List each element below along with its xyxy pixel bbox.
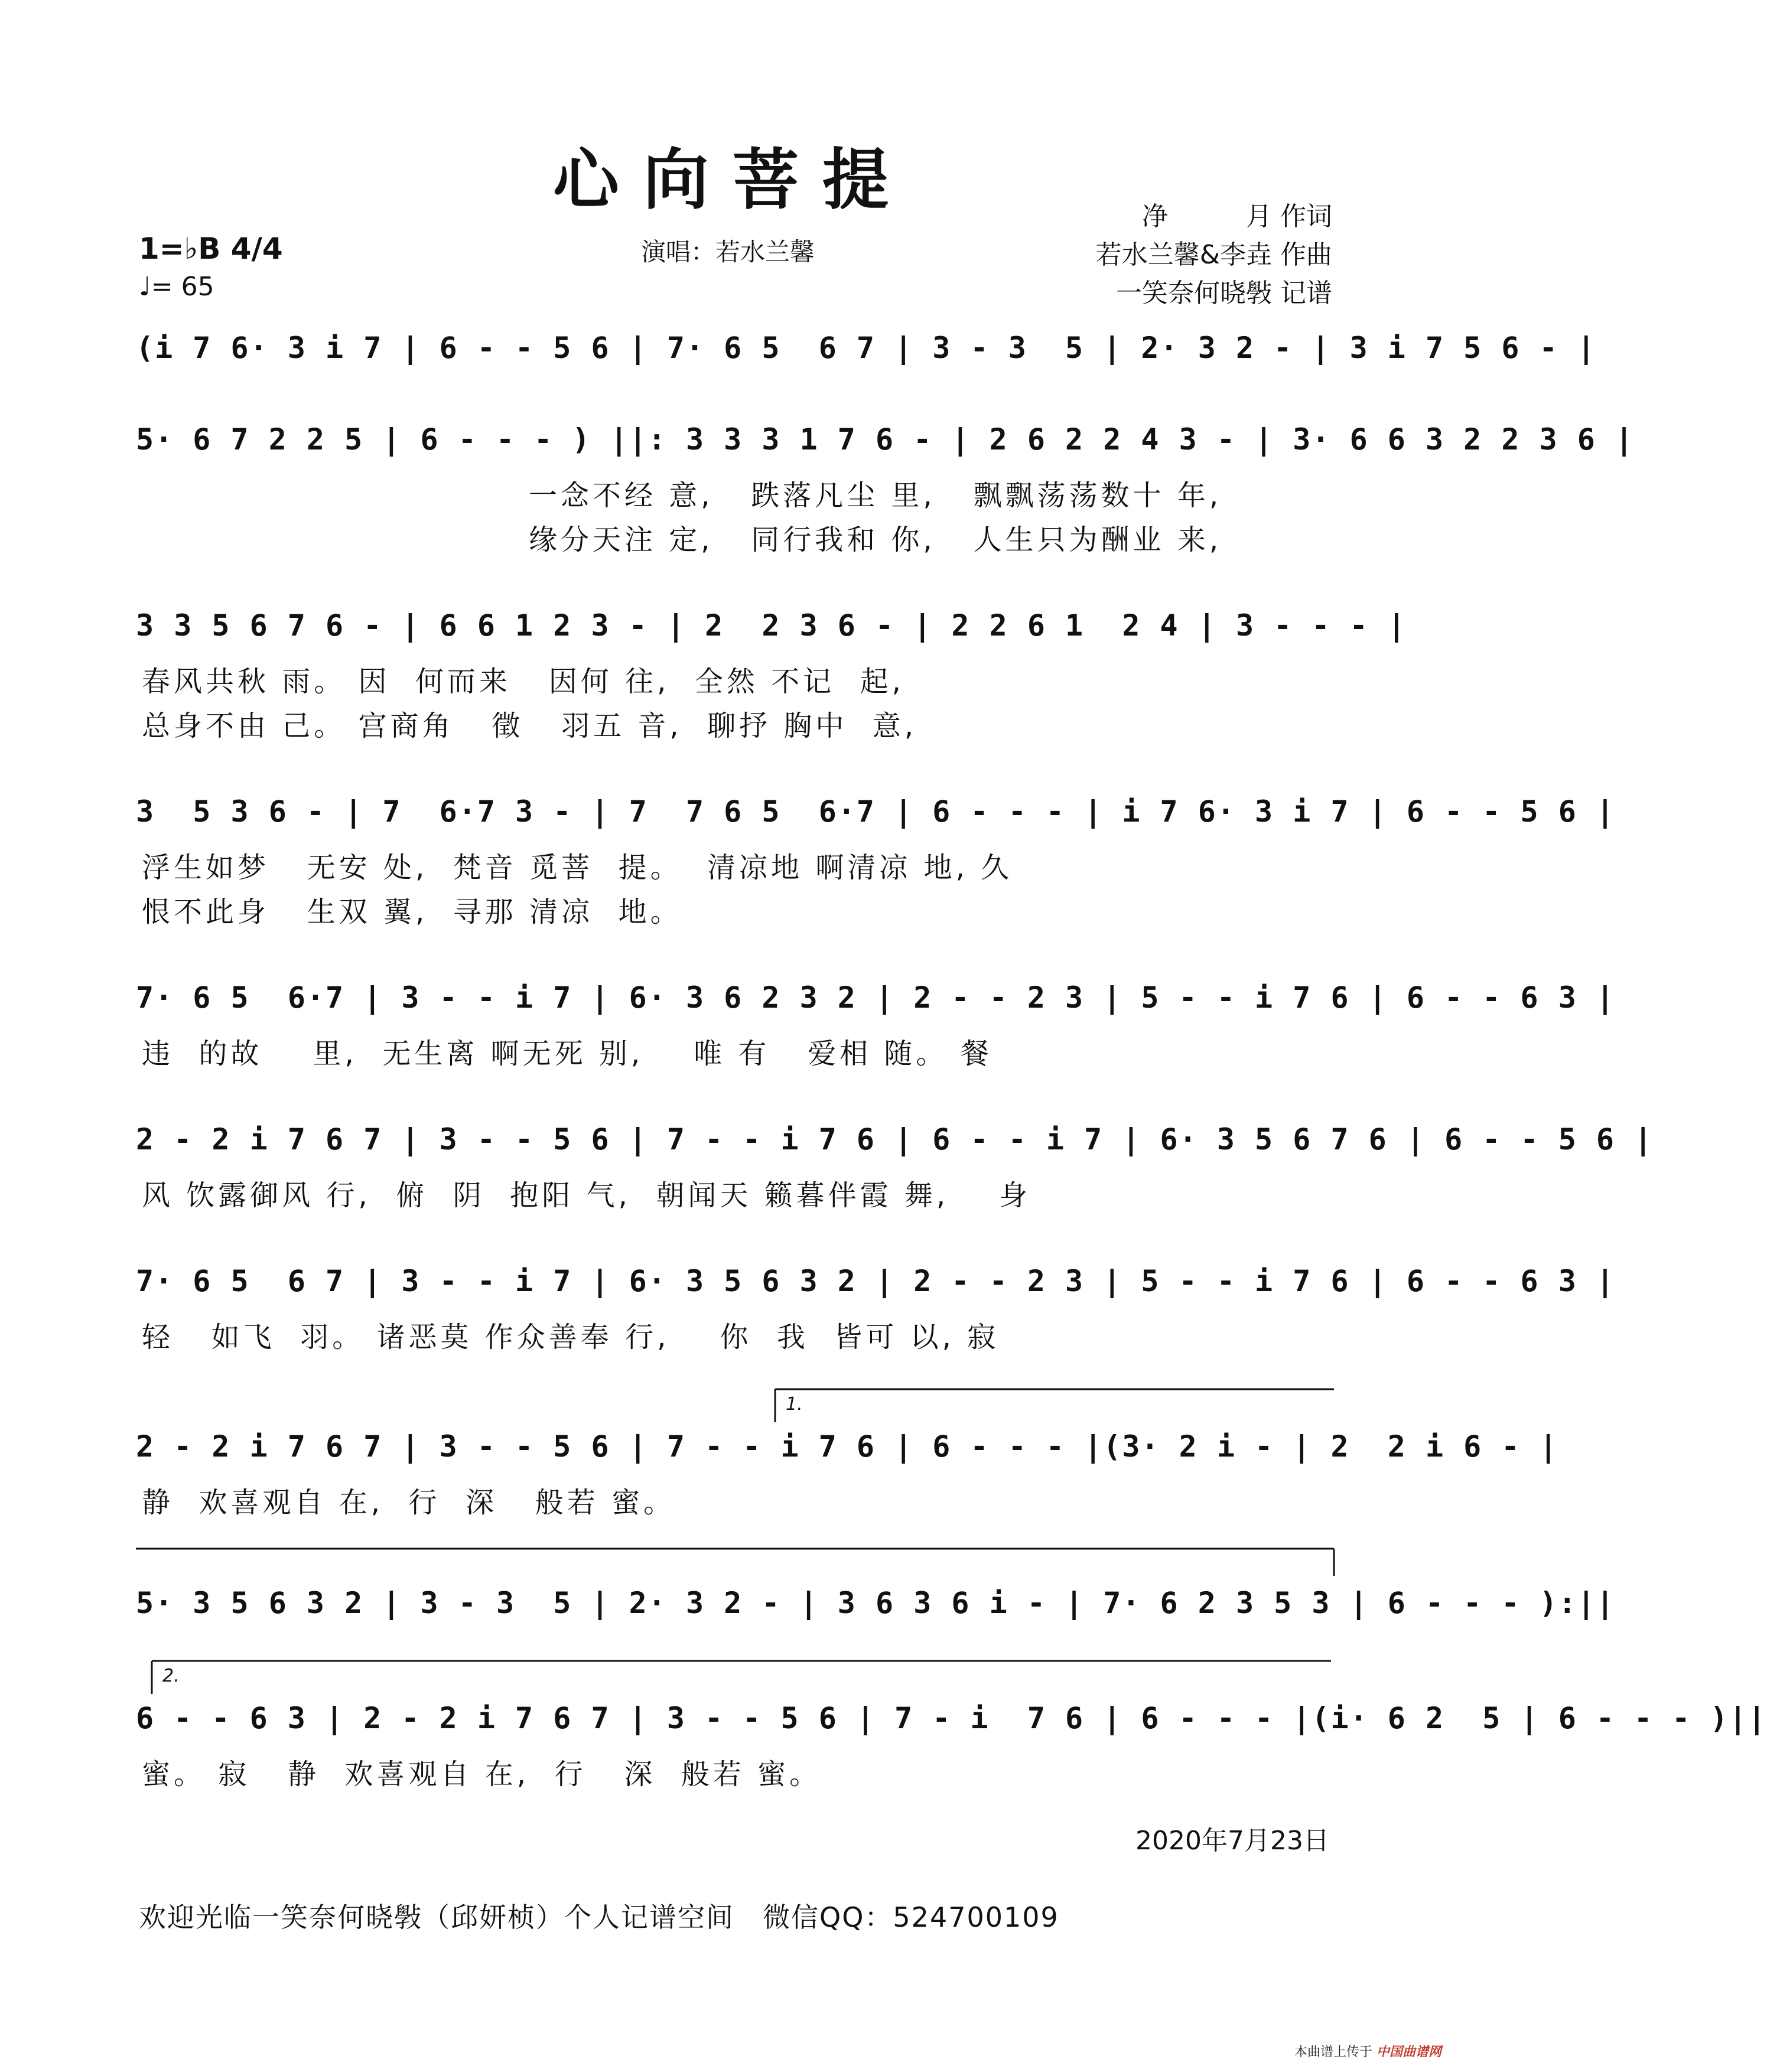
- score-line-9: 5· 3 5 6 3 2 | 3 - 3 5 | 2· 3 2 - | 3 6 3 6 i - | 7· 6 2 3 5 3 | 6 - - - ):||: [136, 1586, 1615, 1620]
- second-ending-bracket: [151, 1660, 1332, 1695]
- composer-credit: 若水兰馨&李垚 作曲: [1095, 240, 1332, 270]
- lyric-line-4-verse-1: 浮生如梦 无安 处, 梵音 觅菩 提。 清凉地 啊清凉 地, 久: [142, 851, 1013, 884]
- lyric-line-8: 静 欢喜观自 在, 行 深 般若 蜜。: [142, 1486, 676, 1519]
- score-line-6: 2 - 2 i 7 6 7 | 3 - - 5 6 | 7 - - i 7 6 | 6 - - i 7 | 6· 3 5 6 7 6 | 6 - - 5 6 |: [136, 1122, 1654, 1156]
- lyric-line-2-verse-2: 缘分天注 定, 同行我和 你, 人生只为酬业 来,: [529, 523, 1222, 556]
- lyric-line-3-verse-1: 春风共秋 雨。 因 何而来 因何 往, 全然 不记 起,: [142, 665, 904, 698]
- key-signature: 1=♭B 4/4: [139, 232, 283, 266]
- tempo-marking: ♩= 65: [139, 272, 214, 302]
- lyric-line-10: 蜜。 寂 静 欢喜观自 在, 行 深 般若 蜜。: [142, 1758, 822, 1791]
- first-ending-label: 1.: [786, 1394, 803, 1415]
- lyric-line-6: 风 饮露御风 行, 俯 阴 抱阳 气, 朝闻天 籁暮伴霞 舞, 身: [142, 1179, 1031, 1212]
- score-line-3: 3 3 5 6 7 6 - | 6 6 1 2 3 - | 2 2 3 6 - | 2 2 6 1 2 4 | 3 - - - |: [136, 608, 1407, 643]
- score-line-2: 5· 6 7 2 2 5 | 6 - - - ) ||: 3 3 3 1 7 6 - | 2 6 2 2 4 3 - | 3· 6 6 3 2 2 3 6 |: [136, 422, 1635, 457]
- lyric-line-4-verse-2: 恨不此身 生双 翼, 寻那 清凉 地。: [142, 895, 682, 929]
- lyric-line-5: 违 的故 里, 无生离 啊无死 别, 唯 有 爱相 随。 餐: [142, 1037, 992, 1070]
- lyricist-credit: 净 月 作词: [1142, 201, 1332, 232]
- singer-credit: 演唱：若水兰馨: [641, 237, 815, 266]
- first-ending-bracket: [774, 1388, 1335, 1423]
- date: 2020年7月23日: [1135, 1826, 1329, 1856]
- lyric-line-3-verse-2: 总身不由 己。 宫商角 徵 羽五 音, 聊抒 胸中 意,: [142, 709, 917, 742]
- score-line-7: 7· 6 5 6 7 | 3 - - i 7 | 6· 3 5 6 3 2 | 2 - - 2 3 | 5 - - i 7 6 | 6 - - 6 3 |: [136, 1264, 1615, 1298]
- first-ending-continuation: [136, 1548, 1335, 1577]
- upload-stamp-prefix: 本曲谱上传于: [1294, 2045, 1372, 2060]
- score-line-5: 7· 6 5 6·7 | 3 - - i 7 | 6· 3 6 2 3 2 | 2 - - 2 3 | 5 - - i 7 6 | 6 - - 6 3 |: [136, 980, 1615, 1015]
- score-line-4: 3 5 3 6 - | 7 6·7 3 - | 7 7 6 5 6·7 | 6 - - - | i 7 6· 3 i 7 | 6 - - 5 6 |: [136, 794, 1615, 829]
- transcriber-credit: 一笑奈何晓斅 记谱: [1116, 278, 1332, 308]
- score-line-8: 2 - 2 i 7 6 7 | 3 - - 5 6 | 7 - - i 7 6 | 6 - - - |(3· 2 i - | 2 2 i 6 - |: [136, 1429, 1558, 1464]
- second-ending-label: 2.: [162, 1666, 180, 1686]
- score-line-1: (i 7 6· 3 i 7 | 6 - - 5 6 | 7· 6 5 6 7 | 3 - 3 5 | 2· 3 2 - | 3 i 7 5 6 - |: [136, 331, 1596, 365]
- score-line-10: 6 - - 6 3 | 2 - 2 i 7 6 7 | 3 - - 5 6 | 7 - i 7 6 | 6 - - - |(i· 6 2 5 | 6 - - - )||: [136, 1701, 1767, 1735]
- site-logo[interactable]: 中国曲谱网: [1376, 2045, 1441, 2060]
- lyric-line-7: 轻 如飞 羽。 诸恶莫 作众善奉 行, 你 我 皆可 以, 寂: [142, 1321, 1000, 1354]
- lyric-line-2-verse-1: 一念不经 意, 跌落凡尘 里, 飘飘荡荡数十 年,: [529, 479, 1222, 512]
- upload-stamp: [1294, 2042, 1441, 2060]
- footer-note: 欢迎光临一笑奈何晓斅（邱妍桢）个人记谱空间 微信QQ：524700109: [139, 1901, 1059, 1933]
- page-title: 心向菩提: [553, 141, 912, 219]
